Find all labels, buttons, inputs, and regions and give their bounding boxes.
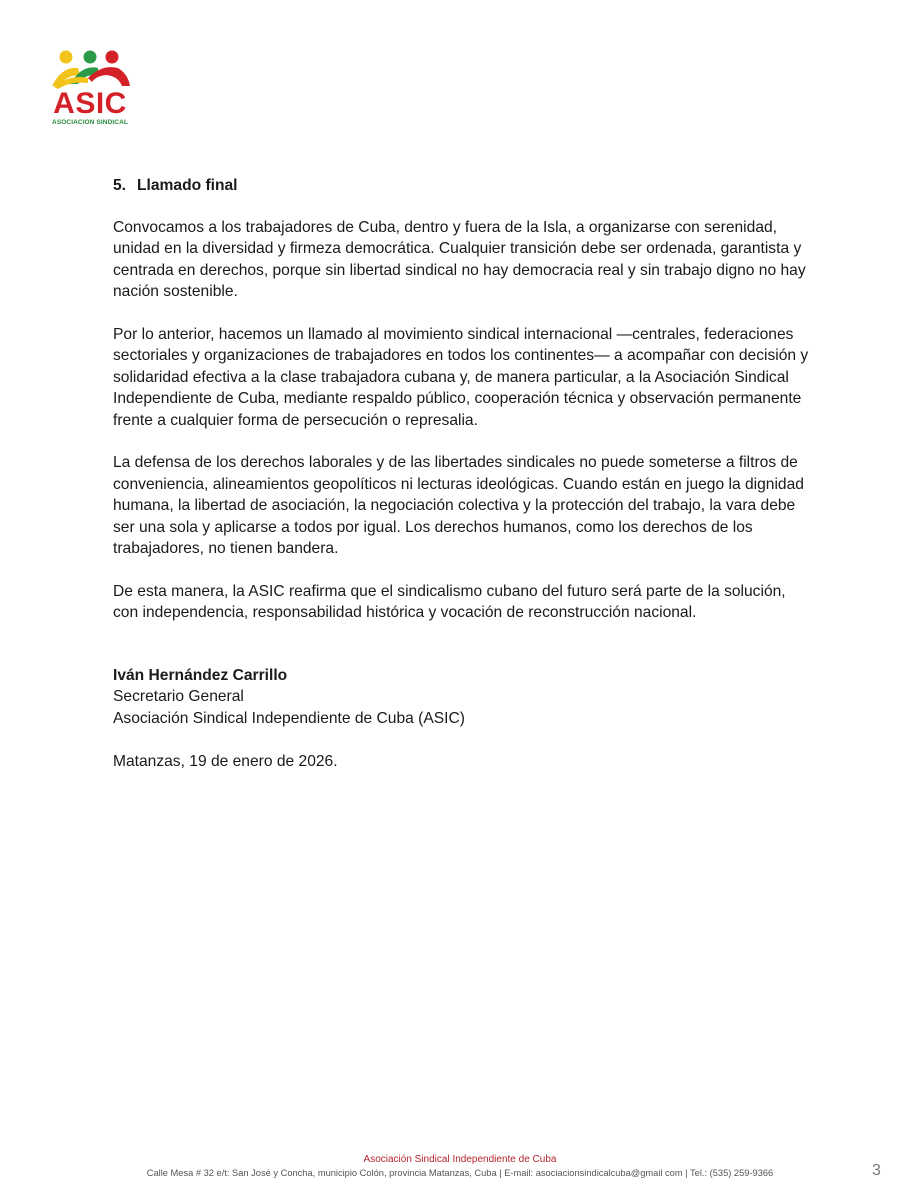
footer-address: Calle Mesa # 32 e/t: San José y Concha, municipio Colón, provincia Matanzas, Cuba | E-mail: asociacionsindicalcuba@gmail com | Tel.: (535) 259-9366 — [146, 1168, 774, 1178]
date-line: Matanzas, 19 de enero de 2026. — [113, 753, 338, 770]
paragraph-1: Convocamos a los trabajadores de Cuba, dentro y fuera de la Isla, a organizarse con serenidad, unidad en la diversidad y firmeza democrática. Cualquier transición debe ser ordenada, garantista y centrada en derechos, porque sin libertad sindical no hay democracia real y sin trabajo digno no hay nación sostenible. — [113, 218, 806, 300]
paragraph-4: De esta manera, la ASIC reafirma que el sindicalismo cubano del futuro será parte de la solución, con independencia, responsabilidad histórica y vocación de reconstrucción nacional. — [113, 582, 786, 621]
paragraph-2: Por lo anterior, hacemos un llamado al movimiento sindical internacional —centrales, federaciones sectoriales y organizaciones de trabajadores en todos los continentes— a acompañar con decisión y solidaridad efectiva a la clase trabajadora cubana y, de manera particular, a la Asociación Sindical Independiente de Cuba, mediante respaldo público, cooperación técnica y observación permanente frente a cualquier forma de persecución o represalia. — [113, 325, 809, 429]
document-body — [113, 175, 813, 773]
section-heading — [113, 175, 813, 197]
logo-subtitle: ASOCIACION SINDICAL — [52, 119, 128, 126]
page-number: 3 — [872, 1162, 881, 1179]
signature-block — [113, 665, 813, 730]
paragraph-3: La defensa de los derechos laborales y de las libertades sindicales no puede someterse a filtros de conveniencia, alineamientos geopolíticos ni lecturas ideológicas. Cuando están en juego la dignidad humana, la libertad de asociación, la negociación colectiva y la protección del trabajo, la vara debe ser una sola y aplicarse a todos por igual. Los derechos humanos, como los derechos de los trabajadores, no tienen bandera. — [113, 454, 804, 557]
signatory-organization: Asociación Sindical Independiente de Cuba (ASIC) — [113, 709, 465, 727]
signatory-name: Iván Hernández Carrillo — [113, 666, 288, 684]
logo-figures-icon — [48, 48, 132, 90]
asic-logo — [48, 48, 132, 130]
signatory-role: Secretario General — [113, 688, 244, 705]
logo-title: ASIC — [53, 87, 127, 120]
footer-organization: Asociación Sindical Independiente de Cuba — [363, 1154, 557, 1165]
section-title: Llamado final — [137, 177, 238, 194]
section-number: 5. — [113, 177, 127, 194]
